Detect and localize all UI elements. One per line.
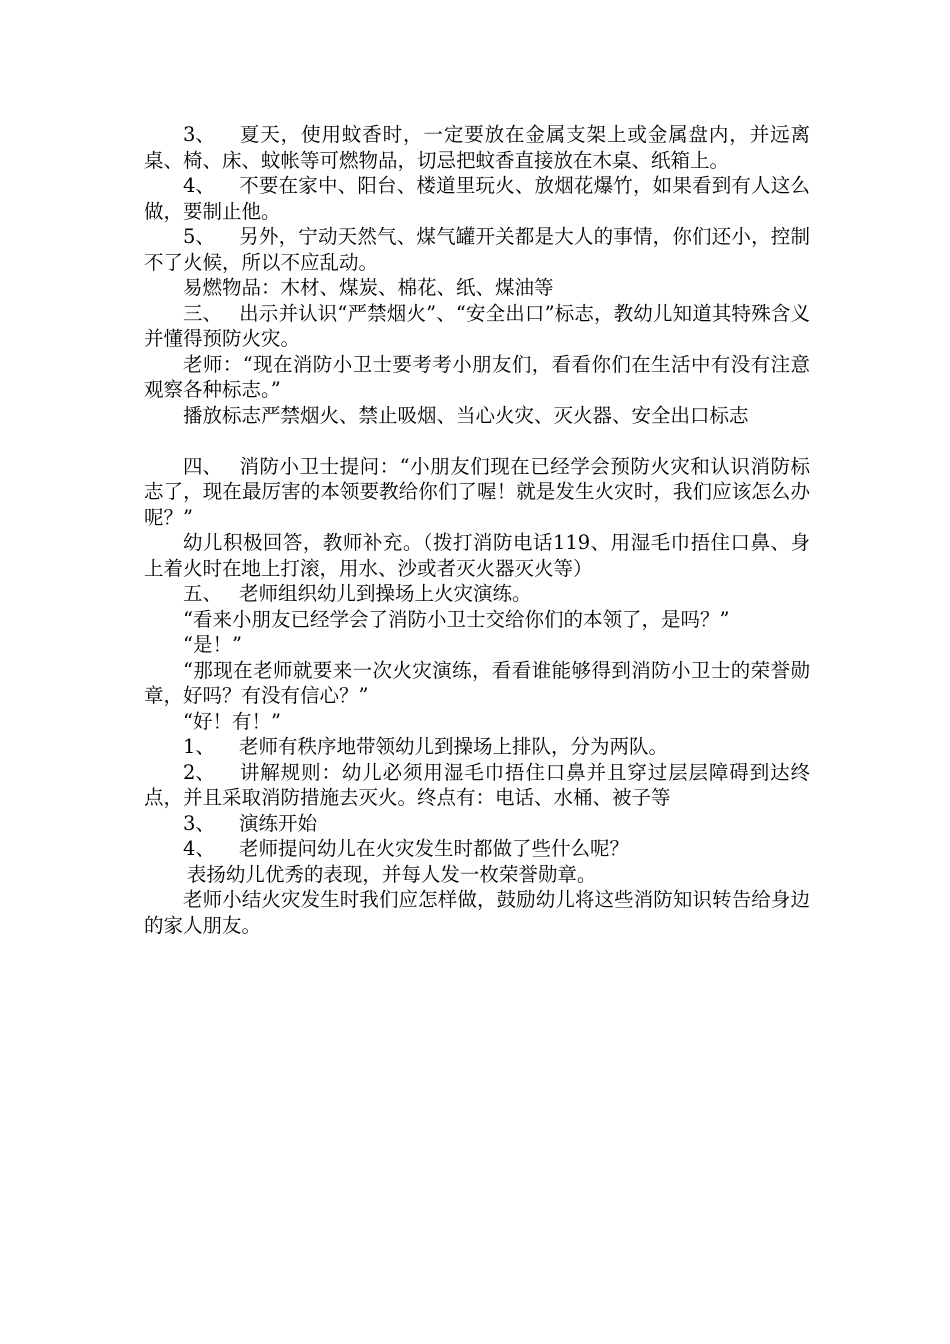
paragraph-dialogue-4 bbox=[144, 709, 810, 735]
paragraph-section-3 bbox=[144, 301, 810, 352]
paragraph-flammables bbox=[144, 275, 810, 301]
paragraph-text: 易燃物品：木材、煤炭、棉花、纸、煤油等 bbox=[183, 276, 554, 299]
paragraph-text: 讲解规则：幼儿必须用湿毛巾捂住口鼻并且穿过层层障碍到达终点，并且采取消防措施去灭火。终点有：电话、水桶、被子等 bbox=[144, 760, 810, 809]
paragraph-step-2 bbox=[144, 760, 810, 811]
paragraph-text: “好！有！” bbox=[183, 709, 281, 733]
paragraph-praise bbox=[144, 862, 810, 888]
paragraph-text: 幼儿积极回答，教师补充。（拨打消防电话119、用湿毛巾捂住口鼻、身上着火时在地上打滚，用水、沙或者灭火器灭火等） bbox=[144, 531, 810, 580]
paragraph-text: 老师：“现在消防小卫士要考考小朋友们，看看你们在生活中有没有注意观察各种标志。” bbox=[144, 352, 810, 401]
paragraph-step-4 bbox=[144, 836, 810, 862]
paragraph-text: “那现在老师就要来一次火灾演练，看看谁能够得到消防小卫士的荣誉勋章，好吗？有没有信心？” bbox=[144, 658, 810, 707]
paragraph-text: “看来小朋友已经学会了消防小卫士交给你们的本领了，是吗？” bbox=[183, 607, 730, 631]
paragraph-text: 播放标志严禁烟火、禁止吸烟、当心火灾、灭火器、安全出口标志 bbox=[183, 403, 749, 427]
paragraph-dialogue-3 bbox=[144, 658, 810, 709]
paragraph-summary bbox=[144, 887, 810, 938]
paragraph-text: 老师有秩序地带领幼儿到操场上排队，分为两队。 bbox=[239, 735, 669, 758]
item-number: 1、 bbox=[183, 735, 215, 758]
paragraph-step-1 bbox=[144, 734, 810, 760]
paragraph-item-5 bbox=[144, 224, 810, 275]
paragraph-text: 出示并认识“严禁烟火”、“安全出口”标志，教幼儿知道其特殊含义并懂得预防火灾。 bbox=[144, 301, 810, 350]
item-number: 5、 bbox=[183, 225, 215, 248]
paragraph-text: 老师提问幼儿在火灾发生时都做了些什么呢？ bbox=[239, 837, 630, 860]
paragraph-dialogue-2 bbox=[144, 632, 810, 658]
paragraph-text: 老师小结火灾发生时我们应怎样做，鼓励幼儿将这些消防知识转告给身边的家人朋友。 bbox=[144, 888, 810, 937]
section-number: 四、 bbox=[183, 454, 223, 478]
paragraph-dialogue-1 bbox=[144, 607, 810, 633]
item-number: 3、 bbox=[183, 123, 215, 146]
item-number: 2、 bbox=[183, 760, 215, 784]
section-number: 五、 bbox=[183, 582, 223, 605]
item-number: 3、 bbox=[183, 811, 215, 835]
paragraph-step-3 bbox=[144, 811, 810, 837]
paragraph-text: “是！” bbox=[183, 633, 242, 656]
item-number: 4、 bbox=[183, 837, 215, 860]
paragraph-item-4 bbox=[144, 173, 810, 224]
paragraph-text: 不要在家中、阳台、楼道里玩火、放烟花爆竹，如果看到有人这么做，要制止他。 bbox=[144, 174, 810, 223]
paragraph-text: 夏天，使用蚊香时，一定要放在金属支架上或金属盘内，并远离桌、椅、床、蚊帐等可燃物品，切忌把蚊香直接放在木桌、纸箱上。 bbox=[144, 123, 810, 172]
paragraph-text: 表扬幼儿优秀的表现，并每人发一枚荣誉勋章。 bbox=[186, 862, 597, 886]
paragraph-item-3 bbox=[144, 122, 810, 173]
paragraph-section-4 bbox=[144, 454, 810, 531]
blank-line bbox=[144, 428, 810, 454]
paragraph-text: 消防小卫士提问：“小朋友们现在已经学会预防火灾和认识消防标志了，现在最厉害的本领要教给你们了喔！就是发生火灾时，我们应该怎么办呢？” bbox=[144, 454, 810, 529]
paragraph-text: 另外，宁动天然气、煤气罐开关都是大人的事情，你们还小，控制不了火候，所以不应乱动。 bbox=[144, 225, 810, 274]
paragraph-answers bbox=[144, 530, 810, 581]
item-number: 4、 bbox=[183, 174, 215, 197]
paragraph-teacher-quote bbox=[144, 352, 810, 403]
paragraph-signs bbox=[144, 403, 810, 429]
paragraph-text: 演练开始 bbox=[239, 811, 318, 835]
paragraph-section-5 bbox=[144, 581, 810, 607]
paragraph-text: 老师组织幼儿到操场上火灾演练。 bbox=[239, 582, 532, 605]
section-number: 三、 bbox=[183, 301, 223, 325]
document-body bbox=[144, 122, 810, 938]
